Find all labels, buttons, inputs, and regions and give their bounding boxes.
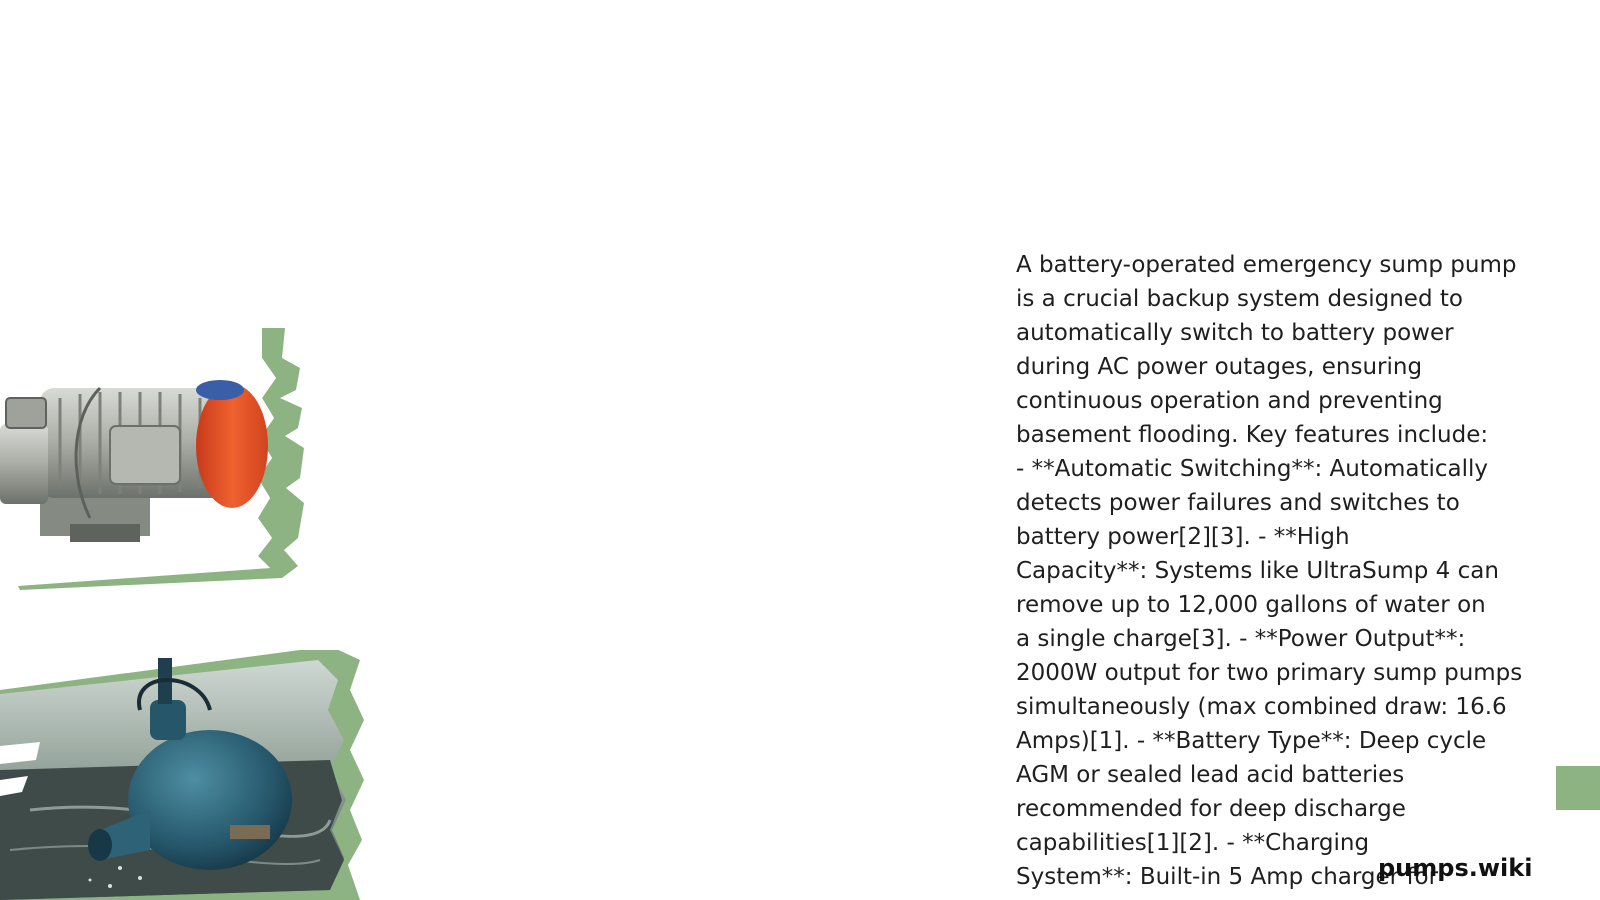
description-line: simultaneously (max combined draw: 16.6 (1016, 694, 1507, 720)
description-line: Amps)[1]. - **Battery Type**: Deep cycle (1016, 728, 1487, 754)
description-line: System**: Built-in 5 Amp charger for (1016, 864, 1439, 890)
description-line: A battery-operated emergency sump pump (1016, 252, 1517, 278)
description-text (1016, 248, 1576, 894)
description-line: recommended for deep discharge (1016, 796, 1406, 822)
description-line: - **Automatic Switching**: Automatically (1016, 456, 1488, 482)
description-line: is a crucial backup system designed to (1016, 286, 1463, 312)
description-line: continuous operation and preventing (1016, 388, 1443, 414)
description-line: basement flooding. Key features include: (1016, 422, 1489, 448)
description-line: AGM or sealed lead acid batteries (1016, 762, 1405, 788)
description-line: capabilities[1][2]. - **Charging (1016, 830, 1370, 856)
pump-photo-stream (0, 650, 365, 900)
description-line: a single charge[3]. - **Power Output**: (1016, 626, 1466, 652)
description-line: Capacity**: Systems like UltraSump 4 can (1016, 558, 1499, 584)
description-line: remove up to 12,000 gallons of water on (1016, 592, 1486, 618)
description-line: during AC power outages, ensuring (1016, 354, 1423, 380)
description-line: 2000W output for two primary sump pumps (1016, 660, 1523, 686)
pump-photo-horizontal (0, 328, 310, 594)
description-line: battery power[2][3]. - **High (1016, 524, 1350, 550)
brand-watermark[interactable]: pumps.wiki (1378, 854, 1533, 882)
description-line: automatically switch to battery power (1016, 320, 1454, 346)
description-line: detects power failures and switches to (1016, 490, 1460, 516)
side-accent-tab (1556, 766, 1600, 810)
